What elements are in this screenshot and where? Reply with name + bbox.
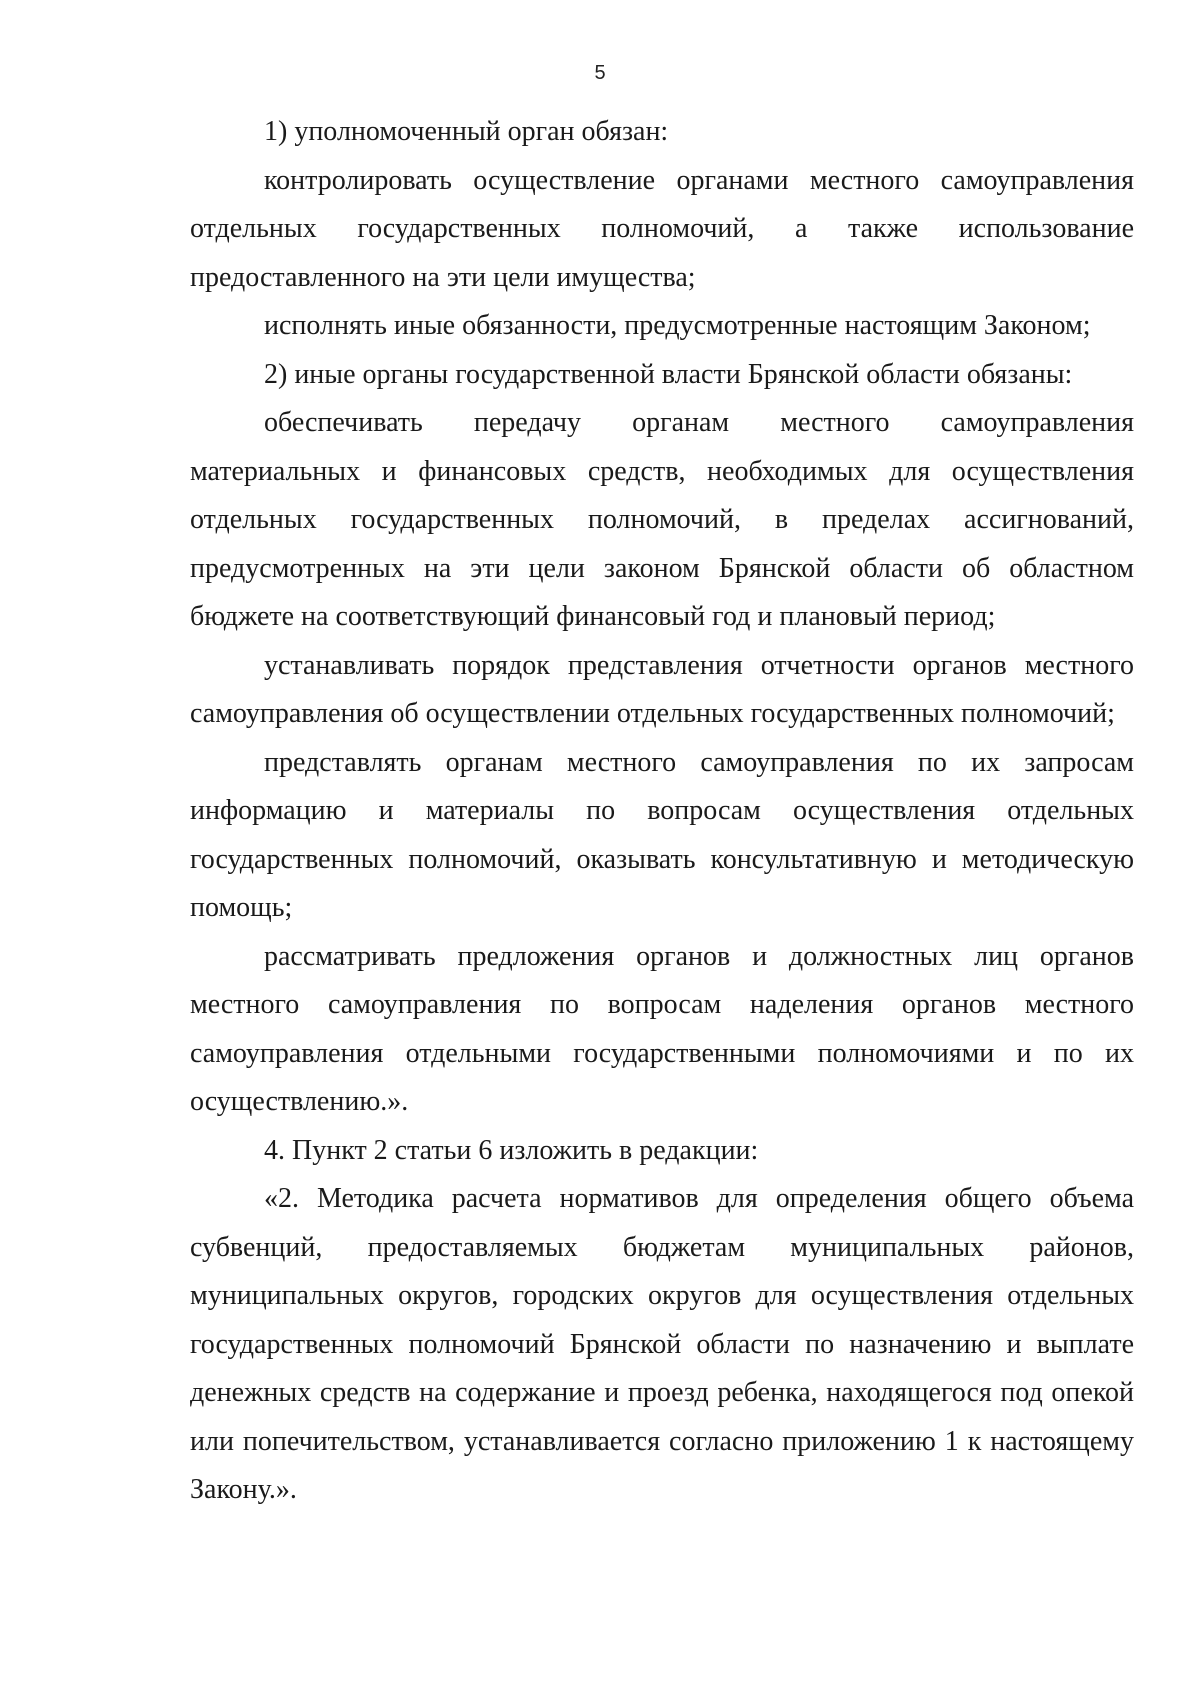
paragraph-provide-information: представлять органам местного самоуправления по их запросам информацию и материалы по вопросам осуществления отдельных государственных полномочий, оказывать консультативную и методическую помощь; <box>190 746 1134 923</box>
paragraph-other-state-bodies: 2) иные органы государственной власти Брянской области обязаны: <box>264 358 1073 390</box>
paragraph-authorized-body-duties: 1) уполномоченный орган обязан: <box>264 116 669 147</box>
paragraph-amendment-item-4: 4. Пункт 2 статьи 6 изложить в редакции: <box>264 1134 759 1166</box>
paragraph-control-implementation: контролировать осуществление органами местного самоуправления отдельных государственных полномочий, а также использование предоставленного на эти цели имущества; <box>190 164 1134 293</box>
document-body <box>190 108 1134 1515</box>
paragraph-ensure-transfer: обеспечивать передачу органам местного самоуправления материальных и финансовых средств, необходимых для осуществления отдельных государственных полномочий, в пределах ассигнований, предусмотренных на эти цели законом Брянской области об областном бюджете на соответствующий финансовый год и плановый период; <box>190 407 1134 632</box>
paragraph-consider-proposals: рассматривать предложения органов и должностных лиц органов местного самоуправления по вопросам наделения органов местного самоуправления отдельными государственными полномочиями и по их осуществлению.». <box>190 940 1134 1117</box>
paragraph-methodology: «2. Методика расчета нормативов для определения общего объема субвенций, предоставляемых бюджетам муниципальных районов, муниципальных округов, городских округов для осуществления отдельных государственных полномочий Брянской области по назначению и выплате денежных средств на содержание и проезд ребенка, находящегося под опекой или попечительством, устанавливается согласно приложению 1 к настоящему Закону.». <box>190 1183 1134 1505</box>
paragraph-reporting-procedure: устанавливать порядок представления отчетности органов местного самоуправления об осуществлении отдельных государственных полномочий; <box>190 649 1134 729</box>
page-number: 5 <box>594 62 606 84</box>
paragraph-other-duties: исполнять иные обязанности, предусмотренные настоящим Законом; <box>264 310 1091 341</box>
